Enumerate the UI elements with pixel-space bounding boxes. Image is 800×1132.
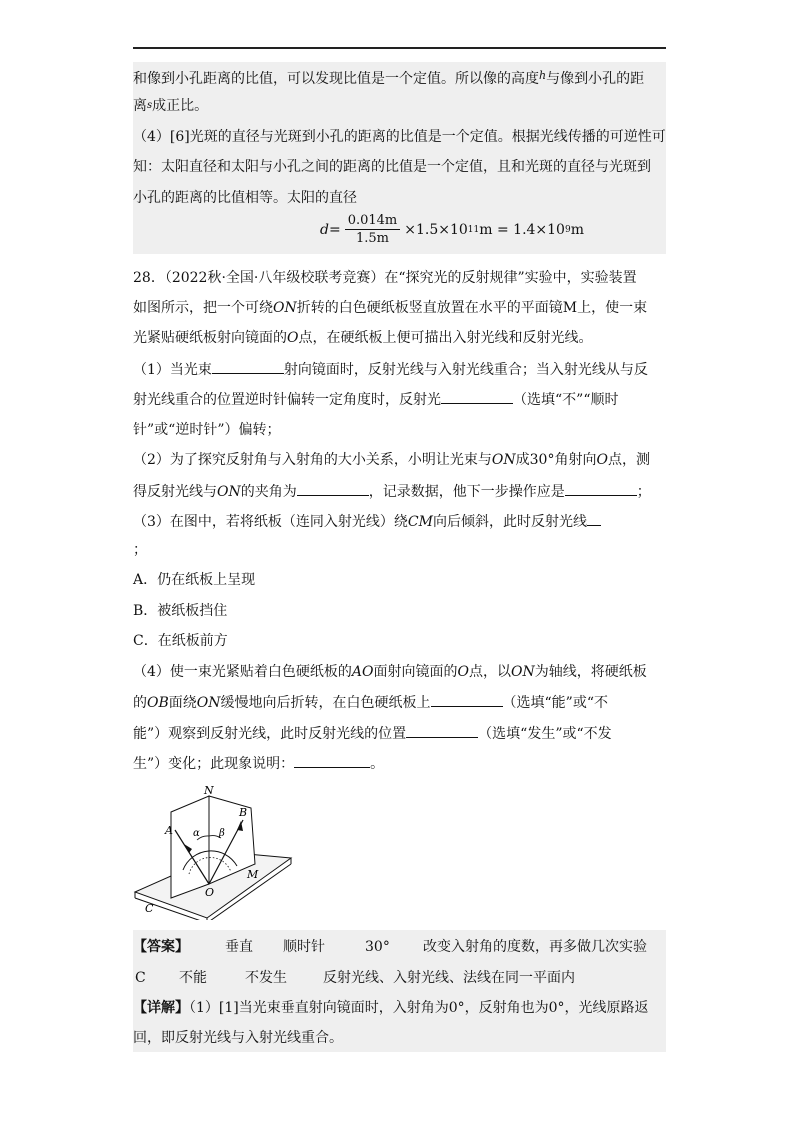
white-cardboard bbox=[171, 796, 209, 898]
answer-blank-6[interactable] bbox=[431, 692, 503, 707]
label-N: N bbox=[204, 784, 214, 797]
label-M: M bbox=[247, 868, 259, 881]
option-a: A．仍在纸板上呈现 bbox=[133, 572, 256, 588]
question-line-3: 光紧贴硬纸板射向镜面的O点，在硬纸板上便可描出入射光线和反射光线。 bbox=[133, 330, 593, 346]
answer-blank-4[interactable] bbox=[565, 481, 637, 496]
detail-line-2: 回，即反射光线与入射光线重合。 bbox=[133, 1030, 343, 1046]
answer-label: 【答案】 bbox=[133, 939, 189, 955]
part-4-line-3: 能”）观察到反射光线，此时反射光线的位置 （选填“发生”或“不发 bbox=[133, 723, 612, 744]
question-line-2: 如图所示，把一个可绕ON折转的白色硬纸板竖直放置在水平的平面镜M上，使一束 bbox=[133, 300, 648, 316]
answer-6: 不能 bbox=[179, 970, 207, 986]
part-3-line-1: （3）在图中，若将纸板（连同入射光线）绕CM向后倾斜，此时反射光线 bbox=[133, 511, 601, 532]
sun-diameter-formula: d = $\frac{0.014m}{1.5m}$ ×1.5×10 11 m = 1.4×10 9 m bbox=[320, 213, 584, 246]
answer-1: 垂直 bbox=[225, 939, 253, 955]
explanation-line-1: 和像到小孔距离的比值，可以发现比值是一个定值。所以像的高度$^h$与像到小孔的距 bbox=[133, 69, 645, 87]
label-alpha: α bbox=[193, 828, 200, 839]
answer-7: 不发生 bbox=[245, 970, 287, 986]
label-C: C bbox=[145, 902, 154, 915]
answer-blank-5[interactable] bbox=[587, 511, 601, 526]
detail-line-1: 【详解】（1）[1]当光束垂直射向镜面时，入射角为0°，反射角也为0°，光线原路返 bbox=[133, 1000, 649, 1016]
part-1-line-2: 射光线重合的位置逆时针偏转一定角度时，反射光 （选填“不”“顺时 bbox=[133, 389, 618, 410]
question-line-1: 28．（2022秋·全国·八年级校联考竞赛）在“探究光的反射规律”实验中，实验装置 bbox=[133, 270, 637, 286]
label-B: B bbox=[239, 806, 248, 819]
answer-2: 顺时针 bbox=[283, 939, 325, 955]
answer-line-1 bbox=[133, 937, 666, 957]
part-2-line-1: （2）为了探究反射角与入射角的大小关系，小明让光束与ON成30°角射向O点，测 bbox=[133, 452, 650, 468]
part-2-line-2: 得反射光线与ON的夹角为 ，记录数据，他下一步操作应是 ； bbox=[133, 481, 651, 502]
top-rule bbox=[133, 47, 666, 49]
label-A: A bbox=[165, 824, 173, 837]
answer-4: 改变入射角的度数，再多做几次实验 bbox=[423, 939, 647, 955]
label-beta: β bbox=[219, 828, 225, 839]
part-3-line-2: ； bbox=[133, 542, 147, 558]
answer-5: C bbox=[135, 970, 146, 986]
answer-blank-2[interactable] bbox=[441, 389, 513, 404]
answer-blank-3[interactable] bbox=[297, 481, 369, 496]
option-c: C．在纸板前方 bbox=[133, 633, 228, 649]
explanation-line-5: 小孔的距离的比值相等。太阳的直径 bbox=[133, 190, 357, 206]
reflection-apparatus-figure bbox=[133, 780, 293, 920]
explanation-line-3: （4）[6]光斑的直径与光斑到小孔的距离的比值是一个定值。根据光线传播的可逆性可 bbox=[133, 129, 666, 145]
answer-line-2 bbox=[133, 968, 666, 988]
part-1-line-3: 针”或“逆时针”）偏转； bbox=[133, 422, 281, 438]
part-1-line-1: （1）当光束 射向镜面时，反射光线与入射光线重合；当入射光线从与反 bbox=[133, 359, 648, 380]
option-b: B．被纸板挡住 bbox=[133, 603, 228, 619]
label-O: O bbox=[205, 886, 215, 899]
explanation-line-4: 知：太阳直径和太阳与小孔之间的距离的比值是一个定值，且和光斑的直径与光斑到 bbox=[133, 159, 651, 175]
answer-3: 30° bbox=[365, 939, 390, 955]
answer-8: 反射光线、入射光线、法线在同一平面内 bbox=[323, 970, 575, 986]
detail-label: 【详解】 bbox=[133, 1000, 189, 1016]
part-4-line-2: 的OB面绕ON缓慢地向后折转，在白色硬纸板上 （选填“能”或“不 bbox=[133, 692, 608, 713]
answer-blank-1[interactable] bbox=[212, 359, 284, 374]
part-4-line-1: （4）使一束光紧贴着白色硬纸板的AO面射向镜面的O点，以ON为轴线，将硬纸板 bbox=[133, 664, 647, 680]
part-4-line-4: 生”）变化；此现象说明： 。 bbox=[133, 753, 384, 774]
answer-blank-7[interactable] bbox=[406, 723, 478, 738]
answer-blank-8[interactable] bbox=[294, 753, 370, 768]
explanation-line-2: 离s成正比。 bbox=[133, 98, 209, 114]
